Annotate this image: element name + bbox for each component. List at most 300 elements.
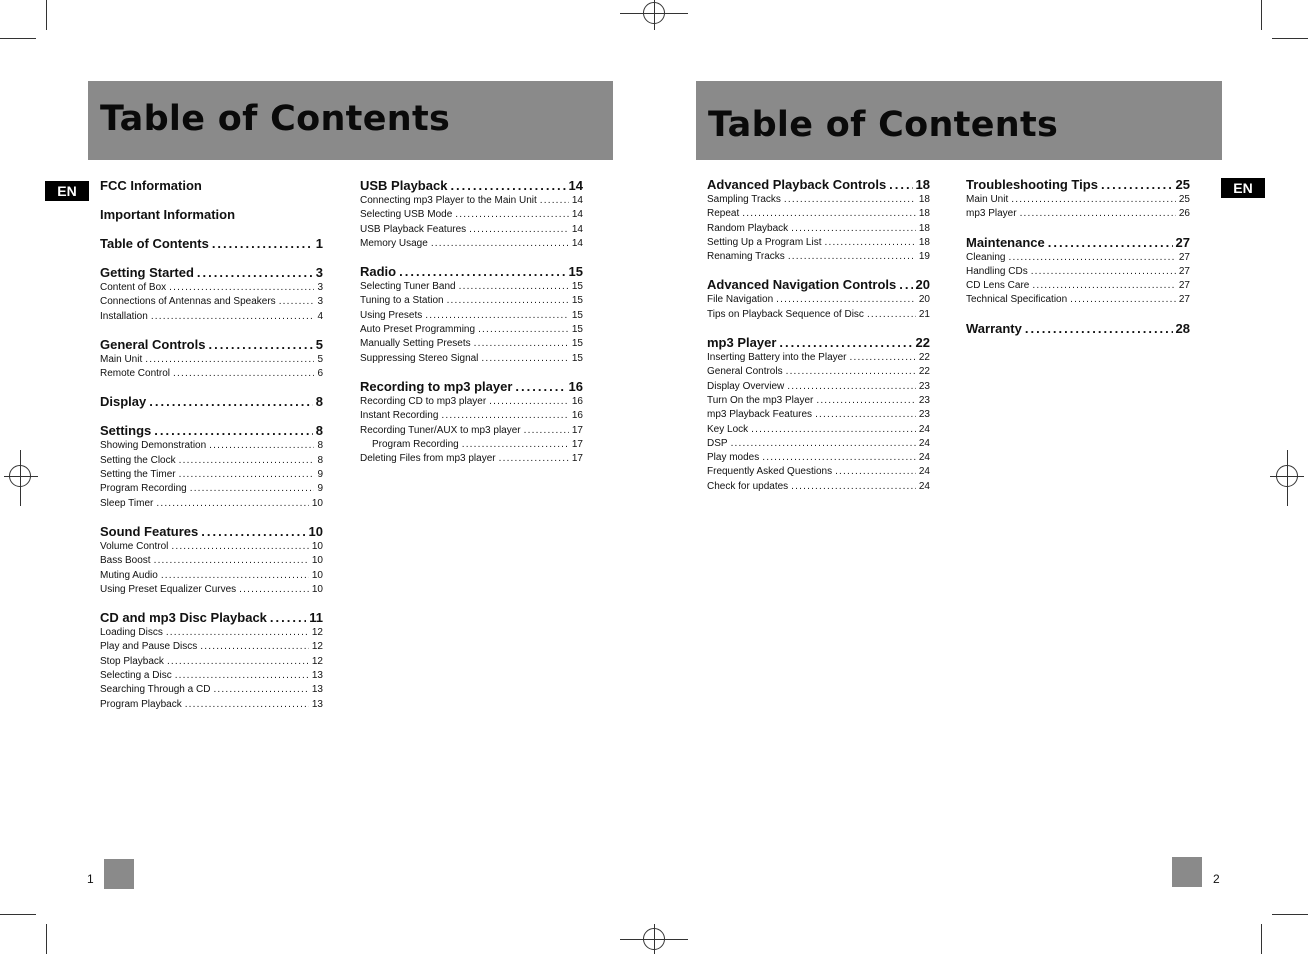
toc-entry-page: 12 (311, 655, 323, 667)
toc-entry-page: 27 (1178, 294, 1190, 306)
toc-entry[interactable] (100, 367, 323, 381)
dot-leader (474, 337, 569, 351)
dot-leader (185, 698, 309, 712)
toc-entry[interactable] (100, 626, 323, 640)
toc-entry-label: Memory Usage (360, 237, 428, 249)
toc-section-label: Settings (100, 423, 152, 439)
title-banner (696, 81, 1222, 160)
toc-section-label: Advanced Playback Controls (707, 177, 887, 192)
toc-entry[interactable] (100, 482, 323, 496)
toc-section-page: 15 (568, 264, 583, 280)
toc-entry-page: 18 (918, 236, 930, 248)
page-marker (104, 859, 134, 889)
toc-section-page: 25 (1175, 177, 1190, 192)
toc-section-label: FCC Information (100, 178, 202, 193)
toc-entry[interactable] (360, 237, 583, 251)
toc-section-heading[interactable] (100, 177, 323, 194)
toc-section (100, 393, 323, 410)
toc-entry[interactable] (360, 409, 583, 423)
toc-entry[interactable] (707, 308, 930, 322)
toc-entry-label: Handling CDs (966, 265, 1028, 277)
toc-entry[interactable] (360, 337, 583, 351)
toc-section-label: Recording to mp3 player (360, 378, 513, 394)
toc-entry[interactable] (707, 193, 930, 207)
toc-entry-label: Key Lock (707, 423, 749, 435)
toc-entry[interactable] (966, 207, 1190, 221)
toc-entry-page: 15 (571, 338, 583, 350)
toc-entry[interactable] (707, 222, 930, 236)
dot-leader (786, 365, 916, 379)
toc-entry-page: 23 (918, 380, 930, 392)
dot-leader (175, 669, 309, 683)
toc-section-label: mp3 Player (707, 335, 777, 351)
toc-section (707, 276, 930, 322)
toc-entry-label: Setting the Timer (100, 469, 176, 481)
dot-leader (279, 295, 315, 309)
toc-section (360, 177, 583, 251)
dot-leader (161, 569, 309, 583)
language-tab: EN (45, 181, 89, 201)
toc-section-page: 18 (915, 177, 930, 192)
toc-entry-page: 24 (918, 423, 930, 435)
toc-section (707, 176, 930, 264)
toc-entry-page: 18 (918, 208, 930, 220)
toc-entry-page: 23 (918, 394, 930, 406)
toc-column (966, 176, 1190, 337)
toc-entry-label: USB Playback Features (360, 223, 467, 235)
toc-entry-page: 20 (918, 294, 930, 306)
dot-leader (791, 480, 916, 494)
dot-leader (499, 452, 569, 466)
dot-leader (1008, 251, 1175, 265)
toc-entry[interactable] (100, 655, 323, 669)
toc-section-heading[interactable] (360, 177, 583, 194)
toc-section-heading[interactable] (100, 422, 323, 439)
dot-leader (173, 367, 314, 381)
toc-entry-label: Loading Discs (100, 627, 163, 639)
toc-entry-label: Setting Up a Program List (707, 236, 822, 248)
toc-entry-label: Repeat (707, 208, 740, 220)
dot-leader (1032, 279, 1176, 293)
toc-entry-page: 27 (1178, 265, 1190, 277)
toc-entry-label: Renaming Tracks (707, 251, 785, 263)
toc-entry-page: 15 (571, 309, 583, 321)
toc-entry[interactable] (966, 265, 1190, 279)
toc-section-page: 1 (315, 236, 323, 251)
dot-leader (431, 237, 569, 251)
toc-section-page: 14 (568, 178, 583, 193)
toc-entry-page: 6 (317, 368, 323, 380)
toc-section-label: USB Playback (360, 178, 448, 193)
toc-section (100, 336, 323, 382)
dot-leader (787, 380, 916, 394)
dot-leader (1011, 193, 1176, 207)
toc-entry-page: 24 (918, 466, 930, 478)
page-marker (1172, 857, 1202, 887)
toc-entry-page: 15 (571, 324, 583, 336)
toc-entry-label: Program Recording (372, 438, 459, 450)
toc-entry-page: 10 (311, 569, 323, 581)
dot-leader (889, 176, 912, 193)
toc-section-label: Table of Contents (100, 236, 209, 251)
toc-entry[interactable] (360, 395, 583, 409)
toc-entry[interactable] (100, 281, 323, 295)
toc-entry[interactable] (360, 352, 583, 366)
toc-entry-label: Stop Playback (100, 655, 164, 667)
toc-entry-page: 13 (311, 698, 323, 710)
dot-leader (171, 540, 309, 554)
toc-entry[interactable] (360, 208, 583, 222)
toc-section-heading[interactable] (360, 263, 583, 280)
toc-section-label: Maintenance (966, 234, 1045, 250)
toc-entry-page: 10 (311, 583, 323, 595)
toc-section-heading[interactable] (100, 523, 323, 540)
toc-section (100, 264, 323, 324)
toc-entry[interactable] (966, 251, 1190, 265)
toc-section-page: 8 (315, 423, 323, 439)
dot-leader (462, 438, 569, 452)
toc-section-heading[interactable] (707, 276, 930, 293)
toc-entry-page: 23 (918, 409, 930, 421)
toc-entry-label: Using Preset Equalizer Curves (100, 583, 237, 595)
toc-entry[interactable] (100, 439, 323, 453)
dot-leader (776, 293, 916, 307)
page-number: 1 (87, 872, 94, 886)
toc-entry-label: DSP (707, 437, 728, 449)
toc-entry-page: 25 (1178, 194, 1190, 205)
dot-leader (867, 308, 916, 322)
toc-entry-page: 22 (918, 352, 930, 364)
toc-entry-page: 17 (571, 453, 583, 465)
toc-section-label: Advanced Navigation Controls (707, 277, 897, 293)
toc-section-heading[interactable] (707, 334, 930, 351)
toc-entry-label: Auto Preset Programming (360, 324, 476, 336)
toc-entry[interactable] (707, 465, 930, 479)
toc-entry-page: 10 (311, 540, 323, 552)
toc-entry-label: Instant Recording (360, 410, 439, 422)
toc-section (100, 235, 323, 252)
toc-entry-page: 15 (571, 281, 583, 293)
toc-entry-page: 12 (311, 627, 323, 639)
toc-entry-page: 13 (311, 684, 323, 696)
toc-entry-page: 24 (918, 480, 930, 492)
toc-section-heading[interactable] (360, 378, 583, 395)
toc-entry[interactable] (966, 193, 1190, 207)
toc-entry-label: Cleaning (966, 251, 1006, 263)
toc-entry-label: Selecting Tuner Band (360, 281, 456, 293)
dot-leader (179, 468, 315, 482)
toc-entry-label: Check for updates (707, 480, 789, 492)
toc-section-heading[interactable] (100, 609, 323, 626)
toc-section (966, 234, 1190, 308)
toc-entry[interactable] (360, 438, 583, 452)
toc-entry[interactable] (100, 683, 323, 697)
toc-column (360, 177, 583, 466)
dot-leader (540, 194, 569, 208)
toc-section (100, 609, 323, 712)
toc-entry-label: Selecting a Disc (100, 670, 172, 682)
dot-leader (239, 583, 309, 597)
toc-section-label: CD and mp3 Disc Playback (100, 610, 267, 626)
toc-entry[interactable] (707, 394, 930, 408)
toc-entry-label: Random Playback (707, 222, 789, 234)
dot-leader (489, 395, 569, 409)
dot-leader (791, 222, 916, 236)
toc-entry-page: 9 (317, 483, 323, 495)
toc-entry-label: mp3 Playback Features (707, 409, 813, 421)
dot-leader (1070, 293, 1176, 307)
dot-leader (784, 193, 916, 207)
toc-entry[interactable] (360, 424, 583, 438)
toc-entry[interactable] (707, 437, 930, 451)
toc-entry[interactable] (707, 293, 930, 307)
toc-entry-page: 17 (571, 424, 583, 436)
toc-section-page: 10 (308, 523, 323, 539)
toc-section-page: 8 (315, 394, 323, 410)
toc-entry[interactable] (707, 451, 930, 465)
dot-leader (450, 177, 565, 194)
toc-entry[interactable] (360, 309, 583, 323)
toc-section-heading[interactable] (966, 176, 1190, 193)
dot-leader (145, 353, 314, 367)
toc-entry-label: Volume Control (100, 540, 169, 552)
language-tab: EN (1221, 178, 1265, 198)
dot-leader (835, 465, 916, 479)
title-banner (88, 81, 613, 160)
toc-entry-label: Searching Through a CD (100, 684, 211, 696)
toc-section-page: 5 (315, 336, 323, 352)
toc-entry[interactable] (100, 540, 323, 554)
toc-section-page: 20 (915, 277, 930, 293)
toc-entry-label: Play and Pause Discs (100, 641, 198, 653)
dot-leader (190, 482, 315, 496)
toc-entry-label: Turn On the mp3 Player (707, 394, 814, 406)
toc-section-label: Troubleshooting Tips (966, 177, 1098, 192)
toc-entry-label: Program Playback (100, 698, 182, 710)
dot-leader (788, 250, 916, 264)
toc-column (707, 176, 930, 494)
dot-leader (208, 336, 312, 353)
toc-entry-page: 16 (571, 395, 583, 407)
dot-leader (731, 437, 916, 451)
dot-leader (149, 393, 313, 410)
toc-entry-label: General Controls (707, 366, 783, 378)
toc-entry[interactable] (100, 640, 323, 654)
toc-section-page: 3 (315, 265, 323, 280)
dot-leader (751, 423, 916, 437)
dot-leader (779, 334, 912, 351)
toc-entry[interactable] (966, 279, 1190, 293)
toc-section-heading[interactable] (100, 235, 323, 252)
toc-section-label: Display (100, 394, 147, 410)
toc-entry-page: 24 (918, 437, 930, 449)
toc-entry[interactable] (707, 351, 930, 365)
dot-leader (1020, 207, 1176, 221)
toc-entry-page: 13 (311, 670, 323, 682)
toc-entry-page: 14 (571, 209, 583, 221)
toc-entry[interactable] (707, 408, 930, 422)
toc-entry-page: 14 (571, 195, 583, 206)
dot-leader (154, 554, 309, 568)
dot-leader (270, 609, 306, 626)
dot-leader (825, 236, 916, 250)
toc-entry[interactable] (707, 250, 930, 264)
toc-entry-page: 17 (571, 438, 583, 450)
toc-entry[interactable] (100, 353, 323, 367)
toc-entry[interactable] (360, 294, 583, 308)
toc-entry-page: 27 (1178, 251, 1190, 263)
dot-leader (455, 208, 569, 222)
toc-entry[interactable] (100, 569, 323, 583)
toc-entry-page: 26 (1178, 208, 1190, 220)
toc-entry-page: 8 (317, 454, 323, 466)
toc-entry-label: Connecting mp3 Player to the Main Unit (360, 195, 537, 206)
toc-entry[interactable] (100, 310, 323, 324)
dot-leader (156, 497, 309, 511)
toc-entry-page: 12 (311, 641, 323, 653)
toc-section-page: 28 (1175, 320, 1190, 336)
dot-leader (459, 280, 569, 294)
toc-section-label: General Controls (100, 336, 206, 352)
toc-entry-page: 9 (317, 469, 323, 481)
toc-section (100, 206, 323, 223)
dot-leader (481, 352, 568, 366)
toc-section (100, 523, 323, 597)
toc-entry[interactable] (360, 223, 583, 237)
toc-entry-page: 27 (1178, 280, 1190, 292)
toc-entry-label: Inserting Battery into the Player (707, 352, 847, 364)
dot-leader (850, 351, 916, 365)
toc-entry-page: 14 (571, 237, 583, 249)
dot-leader (399, 263, 565, 280)
toc-entry-page: 5 (317, 353, 323, 365)
toc-section (360, 378, 583, 466)
dot-leader (197, 264, 313, 281)
toc-entry-label: Remote Control (100, 368, 171, 380)
toc-section (966, 176, 1190, 222)
toc-entry-label: Recording Tuner/AUX to mp3 player (360, 424, 521, 436)
toc-entry[interactable] (360, 194, 583, 208)
toc-entry-page: 24 (918, 452, 930, 464)
toc-entry-label: Main Unit (966, 194, 1009, 205)
dot-leader (151, 310, 315, 324)
toc-section (100, 177, 323, 194)
toc-section-page: 11 (309, 610, 323, 626)
toc-entry[interactable] (707, 423, 930, 437)
toc-entry-label: Sampling Tracks (707, 194, 781, 205)
dot-leader (447, 294, 569, 308)
dot-leader (1048, 234, 1173, 251)
toc-entry-label: Technical Specification (966, 294, 1068, 306)
toc-entry[interactable] (100, 295, 323, 309)
dot-leader (899, 276, 912, 293)
toc-entry-label: Installation (100, 310, 148, 322)
toc-entry-label: Bass Boost (100, 555, 151, 567)
toc-section-heading[interactable] (100, 264, 323, 281)
toc-entry[interactable] (707, 207, 930, 221)
toc-section-heading[interactable] (707, 176, 930, 193)
toc-section (707, 334, 930, 494)
dot-leader (762, 451, 916, 465)
toc-entry[interactable] (707, 236, 930, 250)
toc-entry[interactable] (360, 323, 583, 337)
toc-entry[interactable] (100, 583, 323, 597)
dot-leader (169, 281, 314, 295)
dot-leader (213, 683, 308, 697)
toc-entry-page: 10 (311, 497, 323, 509)
toc-section (100, 422, 323, 510)
toc-entry[interactable] (100, 698, 323, 712)
toc-entry-page: 4 (317, 310, 323, 322)
toc-entry-label: Content of Box (100, 282, 167, 293)
toc-entry-label: Showing Demonstration (100, 440, 207, 452)
dot-leader (815, 408, 916, 422)
toc-entry-label: File Navigation (707, 294, 774, 306)
toc-entry-page: 10 (311, 555, 323, 567)
toc-entry[interactable] (966, 293, 1190, 307)
toc-section-heading[interactable] (966, 320, 1190, 337)
dot-leader (200, 640, 309, 654)
dot-leader (201, 523, 305, 540)
toc-entry[interactable] (100, 669, 323, 683)
dot-leader (212, 235, 313, 252)
toc-entry-label: Suppressing Stereo Signal (360, 352, 479, 364)
toc-entry-label: CD Lens Care (966, 280, 1030, 292)
toc-entry[interactable] (707, 380, 930, 394)
toc-section-label: Radio (360, 264, 397, 280)
dot-leader (816, 394, 916, 408)
toc-section-heading[interactable] (966, 234, 1190, 251)
toc-section-heading[interactable] (100, 393, 323, 410)
toc-entry[interactable] (100, 454, 323, 468)
toc-section-label: Getting Started (100, 265, 194, 280)
toc-entry-page: 22 (918, 366, 930, 378)
toc-entry[interactable] (707, 480, 930, 494)
dot-leader (1031, 265, 1176, 279)
toc-section-label: Sound Features (100, 523, 199, 539)
dot-leader (425, 309, 569, 323)
dot-leader (469, 223, 569, 237)
toc-entry[interactable] (360, 452, 583, 466)
toc-entry-label: Recording CD to mp3 player (360, 395, 487, 407)
toc-entry[interactable] (100, 468, 323, 482)
toc-entry[interactable] (100, 554, 323, 568)
toc-section-heading[interactable] (100, 206, 323, 223)
dot-leader (154, 422, 312, 439)
dot-leader (524, 424, 569, 438)
toc-entry-page: 3 (317, 296, 323, 308)
toc-entry-label: Frequently Asked Questions (707, 466, 833, 478)
toc-column (100, 177, 323, 712)
toc-entry-page: 16 (571, 410, 583, 422)
toc-entry-label: Manually Setting Presets (360, 338, 471, 350)
toc-section (966, 320, 1190, 337)
toc-section-label: Warranty (966, 320, 1022, 336)
dot-leader (515, 378, 565, 395)
toc-entry-label: Program Recording (100, 483, 187, 495)
toc-entry-label: Tuning to a Station (360, 295, 444, 307)
page-title: Table of Contents (708, 105, 1059, 145)
toc-section-page: 16 (568, 378, 583, 394)
toc-entry[interactable] (100, 497, 323, 511)
dot-leader (441, 409, 568, 423)
toc-entry-page: 14 (571, 223, 583, 235)
toc-entry[interactable] (707, 365, 930, 379)
toc-entry-page: 18 (918, 222, 930, 234)
toc-section-heading[interactable] (100, 336, 323, 353)
toc-entry[interactable] (360, 280, 583, 294)
toc-entry-label: mp3 Player (966, 208, 1017, 220)
